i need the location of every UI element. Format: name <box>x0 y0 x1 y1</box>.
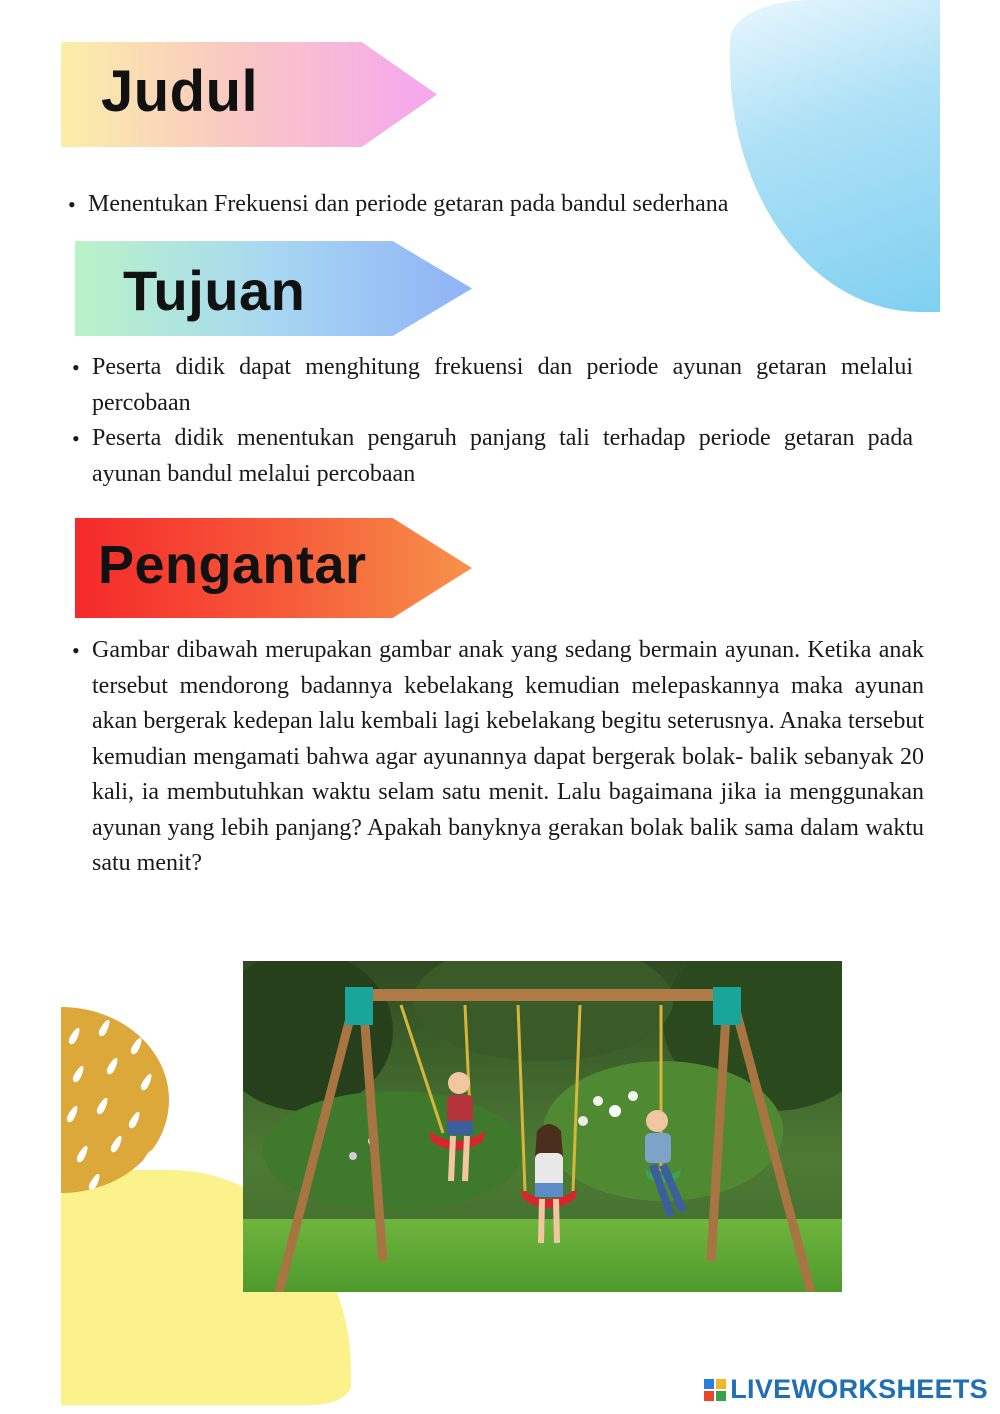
pengantar-heading: Pengantar <box>98 535 367 595</box>
swing-set-photo <box>243 961 842 1292</box>
decorative-ochre-blob <box>61 1007 169 1193</box>
tujuan-heading: Tujuan <box>123 259 306 322</box>
judul-item: • Menentukan Frekuensi dan periode getaran pada bandul sederhana <box>62 187 842 223</box>
decorative-blue-blob <box>730 0 940 312</box>
tujuan-item: • Peserta didik dapat menghitung frekuensi dan periode ayunan getaran melalui percobaan <box>66 350 913 421</box>
judul-heading: Judul <box>101 59 259 124</box>
judul-list <box>62 187 842 223</box>
tujuan-item: • Peserta didik menentukan pengaruh panjang tali terhadap periode getaran pada ayunan bandul melalui percobaan <box>66 421 913 492</box>
liveworksheets-logo-text: LIVEWORKSHEETS <box>730 1374 988 1404</box>
swing-set-illustration <box>243 961 842 1292</box>
pengantar-list <box>66 633 924 882</box>
liveworksheets-logo <box>704 1374 988 1405</box>
tujuan-list <box>66 350 913 492</box>
liveworksheets-logo-icon <box>704 1379 726 1401</box>
pengantar-item: • Gambar dibawah merupakan gambar anak yang sedang bermain ayunan. Ketika anak tersebut mendorong badannya kebelakang kemudian melepaskannya maka ayunan akan bergerak kedepan lalu kembali lagi kebelakang begitu seterusnya. Anaka tersebut kemudian mengamati bahwa agar ayunannya dapat bergerak bolak- balik sebanyak 20 kali, ia membutuhkan waktu selam satu menit. Lalu bagaimana jika ia menggunakan ayunan yang lebih panjang? Apakah banyknya gerakan bolak balik sama dalam waktu satu menit? <box>66 633 924 882</box>
